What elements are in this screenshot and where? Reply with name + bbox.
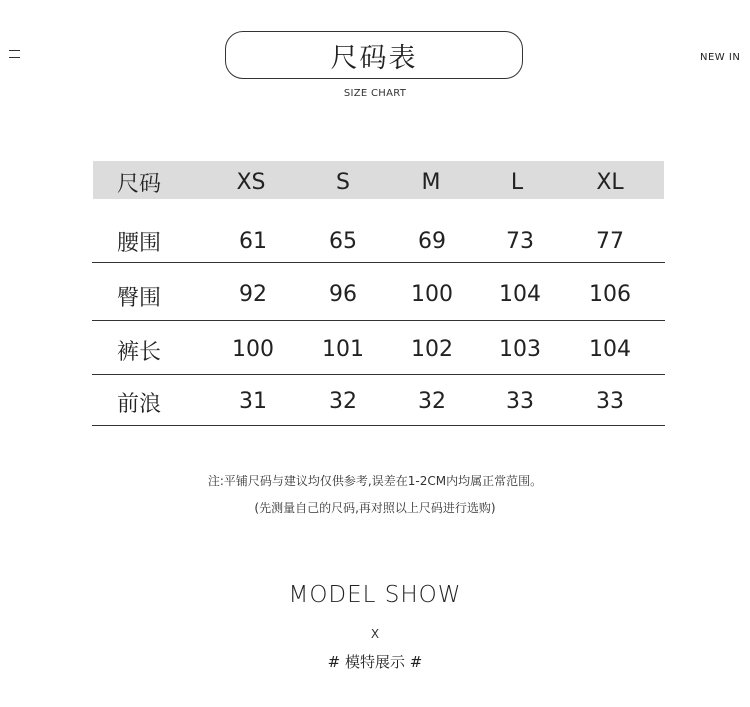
table-cell: 33 [596,389,624,414]
table-cell: 65 [329,229,357,254]
row-label-hip: 臀围 [117,286,162,311]
table-cell: 33 [506,389,534,414]
column-header: XL [596,170,624,195]
table-cell: 101 [322,337,364,362]
table-cell: 96 [329,282,357,307]
table-cell: 32 [329,389,357,414]
table-cell: 92 [239,282,267,307]
row-divider [92,262,665,263]
row-label-length: 裤长 [117,340,162,365]
column-header: S [336,170,350,195]
measurement-note: 注:平铺尺码与建议均仅供参考,误差在1-2CM内均属正常范围。 [207,474,543,488]
table-cell: 100 [232,337,274,362]
page-subtitle: SIZE CHART [343,88,407,99]
page-title: 尺码表 [225,31,523,79]
table-cell: 77 [596,229,624,254]
table-cell: 104 [589,337,631,362]
table-cell: 73 [506,229,534,254]
column-header: XS [236,170,266,195]
column-header: L [510,170,524,195]
row-divider [92,425,665,426]
table-cell: 102 [411,337,453,362]
row-label-waist: 腰围 [117,231,162,256]
table-cell: 100 [411,282,453,307]
row-label-front-rise: 前浪 [117,392,162,417]
table-cell: 104 [499,282,541,307]
new-in-label: NEW IN [700,52,741,63]
measurement-tip: (先测量自己的尺码,再对照以上尺码进行选购) [254,501,496,515]
table-cell: 106 [589,282,631,307]
menu-icon[interactable] [9,46,21,62]
table-cell: 69 [418,229,446,254]
table-cell: 61 [239,229,267,254]
column-header: M [421,170,441,195]
row-divider [92,374,665,375]
model-show-title: MODEL SHOW [288,582,462,608]
table-cell: 31 [239,389,267,414]
separator-mark: X [370,627,380,641]
column-header-size: 尺码 [117,172,162,197]
model-show-subtitle: # 模特展示 # [327,653,423,671]
table-cell: 103 [499,337,541,362]
row-divider [92,320,665,321]
table-cell: 32 [418,389,446,414]
table-header-bar [93,161,664,199]
